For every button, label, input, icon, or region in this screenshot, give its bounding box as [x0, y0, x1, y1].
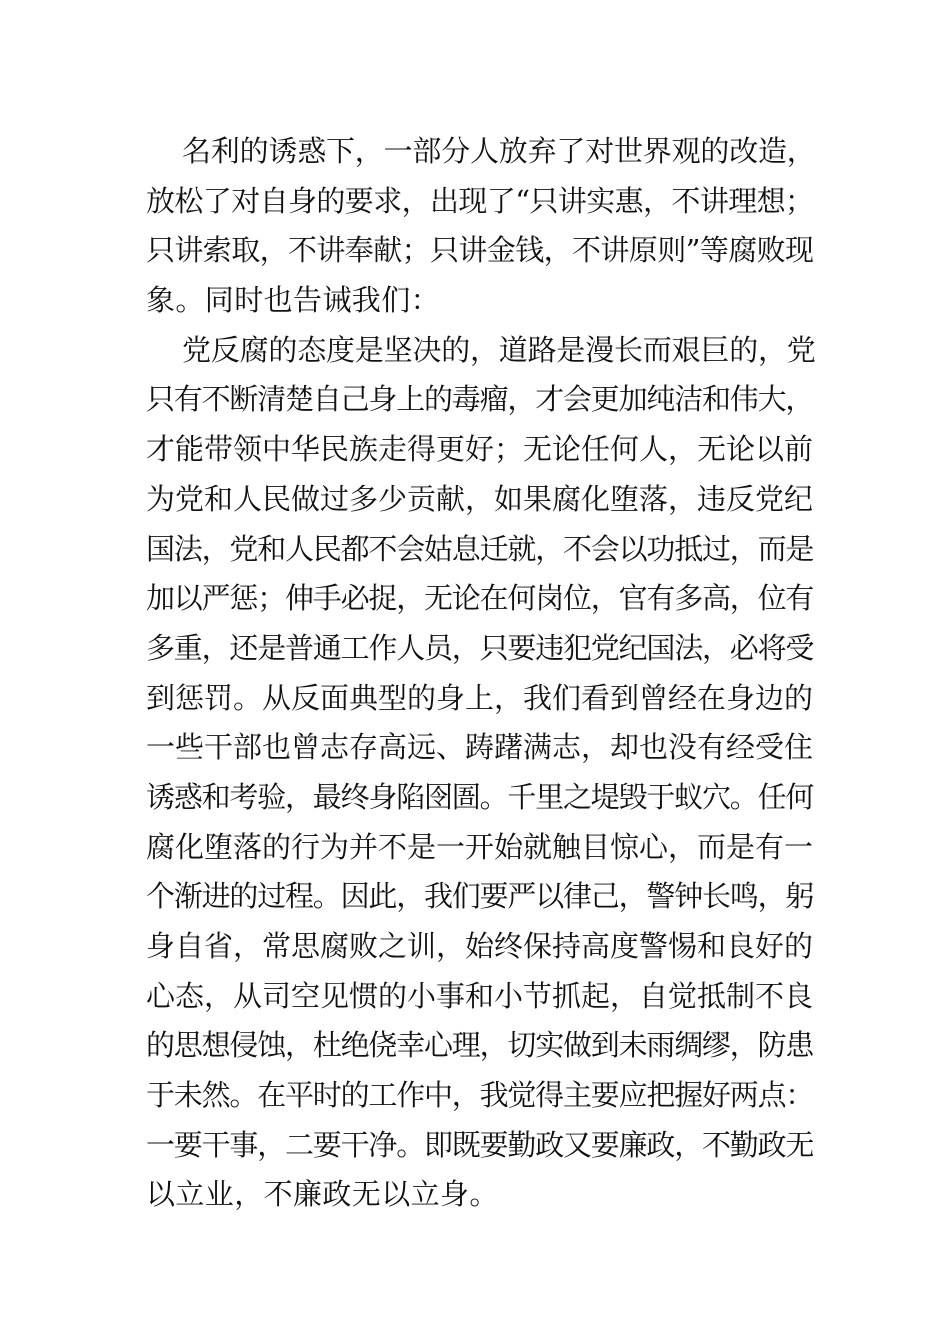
text-line: 腐化堕落的行为并不是一开始就触目惊心，而是有一 [146, 829, 814, 864]
text-line: 只有不断清楚自己身上的毒瘤，才会更加纯洁和伟大， [146, 382, 814, 417]
text-line: 名利的诱惑下，一部分人放弃了对世界观的改造， [182, 134, 816, 168]
paragraph [146, 326, 816, 1220]
text-line: 以立业，不廉政无以立身。 [146, 1177, 499, 1212]
text-line: 党反腐的态度是坚决的，道路是漫长而艰巨的，党 [182, 332, 816, 367]
text-line: 为党和人民做过多少贡献，如果腐化堕落，违反党纪 [146, 481, 814, 516]
text-line: 个渐进的过程。因此，我们要严以律己，警钟长鸣，躬 [146, 879, 814, 914]
text-line: 多重，还是普通工作人员，只要违犯党纪国法，必将受 [146, 630, 814, 665]
text-line: 到惩罚。从反面典型的身上，我们看到曾经在身边的 [146, 680, 814, 715]
text-line: 诱惑和考验，最终身陷囹圄。千里之堤毁于蚁穴。任何 [146, 779, 814, 814]
text-line: 只讲索取，不讲奉献；只讲金钱，不讲原则”等腐败现 [146, 233, 814, 268]
text-line: 一要干事，二要干净。即既要勤政又要廉政，不勤政无 [146, 1127, 814, 1162]
text-line: 的思想侵蚀，杜绝侥幸心理，切实做到未雨绸缪，防患 [146, 1028, 814, 1063]
text-line: 一些干部也曾志存高远、踌躇满志，却也没有经受住 [146, 730, 814, 765]
text-line: 身自省，常思腐败之训，始终保持高度警惕和良好的 [146, 929, 814, 963]
text-line: 于未然。在平时的工作中，我觉得主要应把握好两点： [146, 1078, 814, 1113]
paragraph [146, 127, 816, 326]
body-text [146, 127, 816, 1220]
text-line: 加以严惩；伸手必捉，无论在何岗位，官有多高，位有 [146, 581, 814, 616]
text-line: 心态，从司空见惯的小事和小节抓起，自觉抵制不良 [146, 978, 814, 1013]
text-line: 放松了对自身的要求，出现了“只讲实惠，不讲理想； [146, 183, 814, 218]
text-line: 国法，党和人民都不会姑息迁就，不会以功抵过，而是 [146, 531, 814, 566]
text-line: 象。同时也告诫我们： [146, 283, 441, 318]
text-line: 才能带领中华民族走得更好；无论任何人，无论以前 [146, 432, 814, 467]
